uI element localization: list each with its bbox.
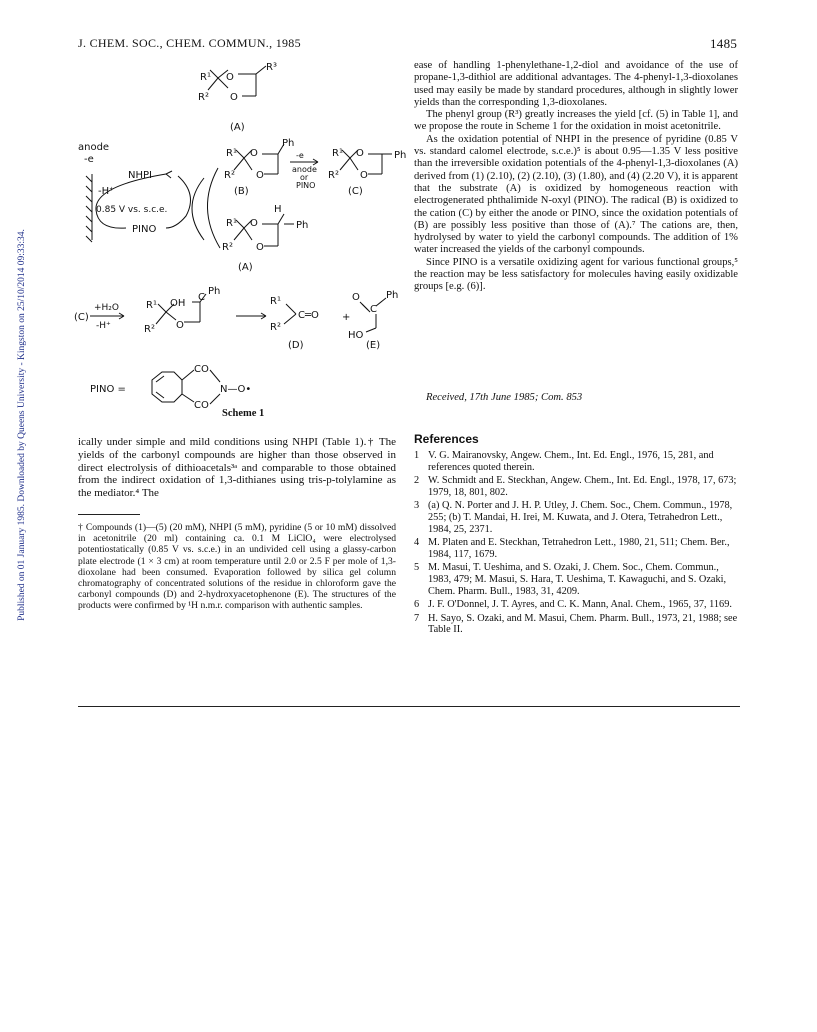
footnote-rule	[78, 514, 140, 515]
left-column	[78, 436, 396, 500]
running-header: J. CHEM. SOC., CHEM. COMMUN., 1985	[78, 36, 301, 50]
reference-text: H. Sayo, S. Ozaki, and M. Masui, Chem. Pharm. Bull., 1973, 21, 1988; see Table II.	[428, 612, 738, 636]
reference-item	[414, 562, 740, 597]
label-ph: Ph	[394, 150, 407, 161]
reference-text: V. G. Mairanovsky, Angew. Chem., Int. Ed. Engl., 1976, 15, 281, and references quoted therein.	[428, 450, 714, 473]
reference-number: 5	[414, 562, 420, 574]
page-number: 1485	[710, 36, 738, 51]
label-o: O	[250, 218, 258, 229]
label-r1: R¹	[226, 148, 237, 159]
label-o: O	[256, 170, 264, 181]
label-pino-eq: PINO =	[90, 384, 126, 395]
reference-text: (a) Q. N. Porter and J. H. P. Utley, J. Chem. Soc., Chem. Commun., 1978, 255; (b) T. Mandai, H. Irei, M. Kuwata, and J. Otera, Tetrahedron Lett., 1984, 25, 2371.	[428, 500, 733, 535]
reference-item	[414, 475, 740, 498]
label-arrow-or: or	[300, 173, 309, 182]
label-o: O	[352, 292, 360, 303]
reference-item	[414, 537, 740, 560]
label-r1: R¹	[332, 148, 343, 159]
footnote-text: † Compounds (1)—(5) (20 mM), NHPI (5 mM), pyridine (5 or 10 mM) dissolved in acetonitrile (20 ml) containing ca. 0.1 M LiClO₄ were electrolysed potentiostatically (0.85 V vs. s.c.e.) in an undivided cell using a glassy-carbon plate electrode (1 × 3 cm) at room temperature until 2.0 or 2.5 F per mole of 1,3-dioxolane had been consumed. Evaporation followed by silica gel column chromatography of concentrated solutions of the residue in chloroform gave the carbonyl compounds (D) and 2-hydroxyacetophenone (E). The structures of the products were confirmed by ¹H n.m.r. comparison with authentic samples.	[78, 522, 396, 612]
reference-item	[414, 599, 740, 611]
body-paragraph: Since PINO is a versatile oxidizing agent for various functional groups,⁵ the reaction may be less satisfactory for molecules having easily oxidizable groups [e.g. (6)].	[414, 256, 738, 293]
label-r1: R¹	[226, 218, 237, 229]
label-c: C	[370, 304, 377, 315]
label-pino: PINO	[132, 224, 157, 235]
label-minus-h: -H⁺	[98, 186, 115, 197]
body-paragraph: The phenyl group (R³) greatly increases the yield [cf. (5) in Table 1], and we propose the route in Scheme 1 for the oxidation in moist acetonitrile.	[414, 109, 738, 133]
bottom-rule	[78, 706, 740, 707]
body-paragraph: ease of handling 1-phenylethane-1,2-diol and avoidance of the use of propane-1,3-dithiol are additional advantages. The 4-phenyl-1,3-dioxolanes used may easily be made by standard procedures, although in slightly lower yields than the corresponding 1,3-dioxolanes.	[414, 60, 738, 108]
label-co-bottom: CO	[194, 400, 209, 411]
label-potential: 0.85 V vs. s.c.e.	[96, 205, 168, 215]
reference-item	[414, 613, 740, 636]
label-r2: R²	[222, 242, 233, 253]
label-r1: R¹	[146, 300, 157, 311]
label-o: O	[360, 170, 368, 181]
footnote	[78, 522, 396, 612]
label-compound-c: (C)	[348, 186, 363, 197]
reference-number: 4	[414, 537, 420, 549]
reference-number: 2	[414, 475, 420, 487]
reference-number: 6	[414, 599, 420, 611]
reference-text: M. Platen and E. Steckhan, Tetrahedron Lett., 1980, 21, 511; Chem. Ber., 1984, 117, 1679.	[428, 537, 730, 560]
body-paragraph: As the oxidation potential of NHPI in the presence of pyridine (0.85 V vs. standard calomel electrode, s.c.e.)⁵ is about 0.95—1.35 V less positive than the irreversible oxidation potentials of the 4-phenyl-1,3-dioxolanes (A) derived from (1) (2.10), (2) (2.10), (3) (1.80), and (4) (2.20 V), it is apparent that the substrate (A) is oxidized by homogeneous reaction with electrogenerated phthalimide N-oxyl (PINO). The radical (B) is oxidized to the cation (C) by either the anode or PINO, since the oxidation potentials of (B) are possibly less positive than those of (A).⁷ The cations are, then, hydrolysed by water to yield the carbonyl compounds. The addition of 1% water increased the yields of the carbonyl compounds.	[414, 133, 738, 256]
label-r2: R²	[198, 92, 209, 103]
label-compound-a-2: (A)	[238, 262, 253, 273]
label-o: O	[256, 242, 264, 253]
label-ph: Ph	[282, 138, 295, 149]
label-plus: +	[342, 312, 351, 323]
right-column	[414, 60, 738, 294]
received-line: Received, 17th June 1985; Com. 853	[426, 392, 583, 403]
label-c: C	[198, 292, 205, 303]
scheme-1-figure	[70, 58, 420, 430]
label-o: O	[250, 148, 258, 159]
label-co-top: CO	[194, 364, 209, 375]
reference-number: 1	[414, 450, 420, 461]
references-list	[414, 450, 740, 638]
download-watermark: Published on 01 January 1985. Downloaded by Queens University - Kingston on 25/10/2014 09:33:34.	[17, 229, 27, 621]
label-anode: anode	[78, 142, 110, 153]
scheme-caption: Scheme 1	[222, 408, 265, 419]
reference-item	[414, 500, 740, 535]
label-c-reactant: (C)	[74, 312, 89, 323]
label-oh: OH	[170, 298, 186, 309]
reference-number: 7	[414, 612, 420, 624]
label-o: O	[176, 320, 184, 331]
body-paragraph: ically under simple and mild conditions using NHPI (Table 1).† The yields of the carbonyl compounds are higher than those observed in direct electrolysis of dithioacetals³ᵃ and comparable to those obtained from the indirect oxidation of 1,3-dithianes using tris-p-tolylamine as the mediator.⁴ The	[78, 436, 396, 500]
reference-text: J. F. O'Donnel, J. T. Ayres, and C. K. Mann, Anal. Chem., 1965, 37, 1169.	[428, 599, 732, 611]
reference-number: 3	[414, 500, 420, 512]
label-r2: R²	[224, 170, 235, 181]
label-compound-e: (E)	[366, 340, 381, 351]
label-co: C═O	[298, 310, 319, 321]
label-r1: R¹	[200, 72, 211, 83]
label-arrow-anode: anode	[292, 165, 317, 174]
references-heading: References	[414, 432, 479, 446]
label-n-oxyl: N—O•	[220, 384, 252, 395]
reference-item	[414, 450, 740, 473]
label-r3: R³	[266, 62, 277, 73]
label-compound-a: (A)	[230, 122, 245, 133]
label-r2: R²	[328, 170, 339, 181]
label-o: O	[226, 72, 234, 83]
label-ho: HO	[348, 330, 364, 341]
label-minus-e: -e	[84, 154, 94, 165]
label-arrow-pino: PINO	[296, 181, 316, 190]
label-ph: Ph	[296, 220, 309, 231]
label-o: O	[230, 92, 238, 103]
label-ph: Ph	[208, 286, 221, 297]
label-r1: R¹	[270, 296, 281, 307]
label-r2: R²	[270, 322, 281, 333]
label-nhpi: NHPI	[128, 170, 152, 181]
label-compound-d: (D)	[288, 340, 304, 351]
reference-text: M. Masui, T. Ueshima, and S. Ozaki, J. Chem. Soc., Chem. Commun., 1983, 479; M. Masui, S. Hara, T. Ueshima, T. Kawaguchi, and S. Ozaki, Chem. Pharm. Bull., 1983, 31, 4209.	[428, 562, 727, 597]
reference-text: W. Schmidt and E. Steckhan, Angew. Chem., Int. Ed. Engl., 1978, 17, 673; 1979, 18, 801, 802.	[428, 475, 737, 498]
label-ph: Ph	[386, 290, 399, 301]
label-r2: R²	[144, 324, 155, 335]
label-h: H	[274, 204, 282, 215]
label-o: O	[356, 148, 364, 159]
label-minus-h-2: -H⁺	[96, 321, 111, 331]
label-compound-b: (B)	[234, 186, 249, 197]
label-plus-h2o: +H₂O	[94, 303, 120, 313]
label-arrow-minus-e: -e	[296, 151, 304, 160]
